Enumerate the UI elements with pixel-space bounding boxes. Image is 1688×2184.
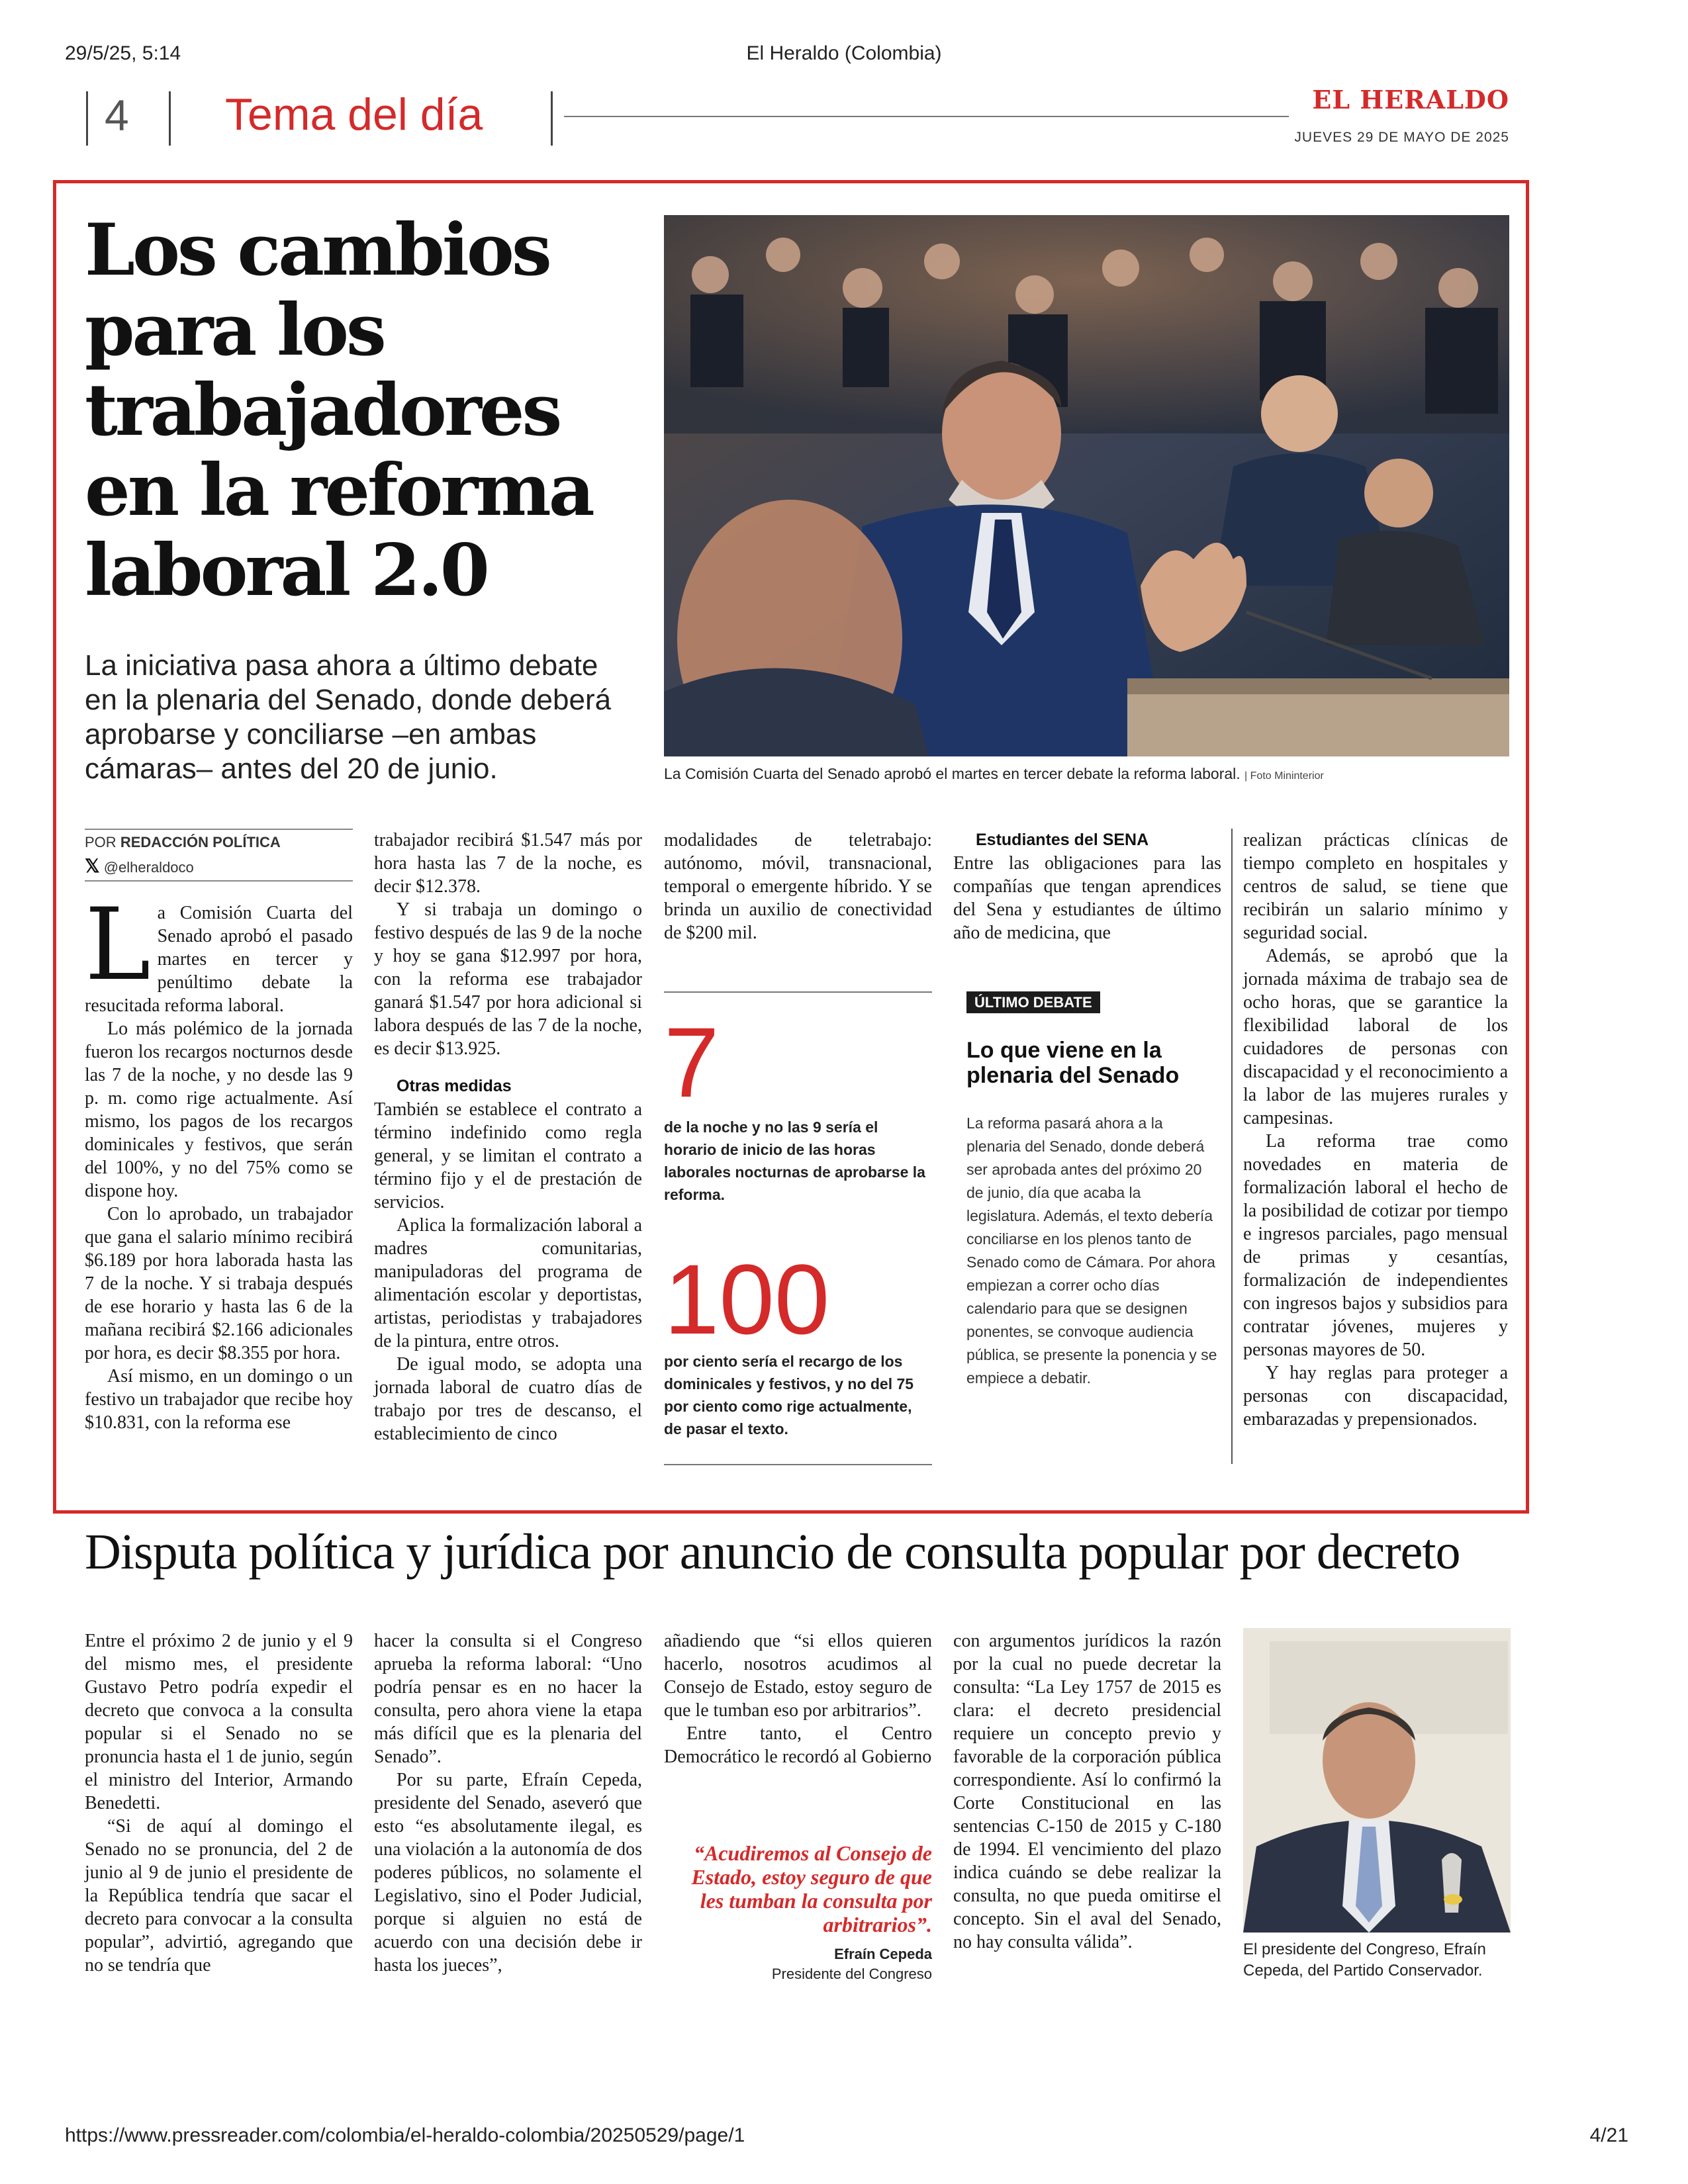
main-photo-caption: [664, 765, 1509, 783]
quote-author: Efraín Cepeda: [834, 1946, 932, 1962]
deck-line: aprobarse y conciliarse –en ambas: [85, 718, 537, 751]
byline-rule: [85, 880, 353, 882]
article-deck: [85, 649, 667, 786]
paragraph: añadiendo que “si ellos quieren hacerlo, nosotros acudimos al Consejo de Estado, estoy seguro de que le tumban eso por arbitrarios”.: [664, 1631, 932, 1721]
paragraph: trabajador recibirá $1.547 más por hora hasta las 7 de la noche, es decir $12.378.: [374, 830, 642, 897]
headline-line: laboral 2.0: [85, 529, 487, 612]
box-title: Lo que viene en la plenaria del Senado: [966, 1038, 1180, 1088]
quote-role: Presidente del Congreso: [771, 1966, 932, 1982]
byline-prefix: POR: [85, 834, 117, 850]
paragraph: realizan prácticas clínicas de tiempo completo en hospitales y centros de salud, se tiene que recibirán un salario mínimo y seguridad social.: [1243, 830, 1508, 943]
paragraph: Entre tanto, el Centro Democrático le recordó al Gobierno: [664, 1723, 932, 1767]
photo-credit: | Foto Mininterior: [1244, 770, 1324, 782]
paragraph: Y hay reglas para proteger a personas con discapacidad, embarazadas y prepensionados.: [1243, 1363, 1508, 1430]
cepeda-photo-caption: El presidente del Congreso, Efraín Cepeda, del Partido Conservador.: [1243, 1940, 1486, 1979]
byline: [85, 834, 281, 851]
headline-line: Los cambios: [85, 208, 549, 292]
x-logo-icon: 𝕏: [85, 856, 100, 876]
deck-line: en la plenaria del Senado, donde deberá: [85, 684, 612, 716]
cepeda-photo: [1243, 1628, 1511, 1933]
paragraph: Y si trabaja un domingo o festivo después de las 9 de la noche y hoy se gana $12.997 por hora, con la reforma ese trabajador ganará $1.547 por hora adicional si labora después de las 7 de la noche, es decir $13.925.: [374, 899, 642, 1059]
subhead-estudiantes-sena: Estudiantes del SENA: [976, 831, 1149, 849]
main-photo-senate-commission: [664, 215, 1509, 756]
masthead-divider: [169, 91, 171, 146]
masthead-divider: [86, 91, 88, 146]
stat-number-7: 7: [664, 1007, 720, 1118]
paragraph: Además, se aprobó que la jornada máxima de trabajo sea de ocho horas, que se garantice la flexibilidad laboral de los cuidadores de personas con discapacidad y el reconocimiento a la labor de las mujeres rurales y campesinas.: [1243, 946, 1508, 1128]
subhead-otras-medidas: Otras medidas: [397, 1077, 512, 1095]
article-column-1: [85, 887, 353, 1477]
article-column-4: [953, 829, 1221, 944]
paragraph: “Si de aquí al domingo el Senado no se pronuncia, del 2 de junio al 9 de junio el presidente de la República tendría que sacar el decreto para convocar a la consulta popular”, advirtió, agregando que no se tendría que: [85, 1816, 353, 1976]
byline-rule: [85, 829, 353, 830]
byline-author: REDACCIÓN POLÍTICA: [120, 834, 281, 850]
stat-number-100: 100: [664, 1244, 830, 1355]
paragraph: De igual modo, se adopta una jornada laboral de cuatro días de trabajo por tres de descanso, el establecimiento de cinco: [374, 1354, 642, 1444]
headline-line: en la reforma: [85, 449, 592, 532]
paragraph: a Comisión Cuarta del Senado aprobó el pasado martes en tercer y penúltimo debate la resucitada reforma laboral.: [85, 903, 353, 1016]
column-divider: [1231, 829, 1233, 1464]
article-headline: [85, 210, 667, 611]
issue-date: JUEVES 29 DE MAYO DE 2025: [1294, 130, 1509, 145]
deck-line: cámaras– antes del 20 de junio.: [85, 752, 498, 785]
headline-line: trabajadores: [85, 369, 560, 452]
stat-text-100: por ciento sería el recargo de los dominicales y festivos, y no del 75 por ciento como rige actualmente, de pasar el texto.: [664, 1353, 914, 1437]
paragraph: Aplica la formalización laboral a madres comunitarias, manipuladoras del programa de alimentación escolar y deportistas, artistas, periodistas y trabajadores de la pintura, entre otros.: [374, 1215, 642, 1351]
byline-social: [85, 855, 194, 877]
masthead-rule: [564, 116, 1289, 117]
article2-column-4: [953, 1629, 1221, 1954]
article2-column-1: [85, 1629, 353, 1977]
drop-cap: L: [85, 887, 151, 1003]
caption-text: La Comisión Cuarta del Senado aprobó el martes en tercer debate la reforma laboral.: [664, 765, 1241, 782]
pull-quote: “Acudiremos al Consejo de Estado, estoy seguro de que les tumban la consulta por arbitrarios”.: [691, 1841, 932, 1936]
article2-column-3: [664, 1629, 932, 1768]
paragraph: hacer la consulta si el Congreso aprueba la reforma laboral: “Uno podría pensar es en no hacer la consulta, pero ahora viene la etapa más difícil que es la plenaria del Senado”.: [374, 1631, 642, 1767]
newspaper-logo: EL HERALDO: [1312, 85, 1509, 114]
paragraph: Así mismo, en un domingo o un festivo un trabajador que recibe hoy $10.831, con la reforma ese: [85, 1366, 353, 1433]
stat-text-7: de la noche y no las 9 sería el horario de inicio de las horas laborales nocturnas de aprobarse la reforma.: [664, 1118, 925, 1203]
print-url: https://www.pressreader.com/colombia/el-heraldo-colombia/20250529/page/1: [65, 2124, 745, 2146]
page-number: 4: [105, 91, 129, 140]
box-text: La reforma pasará ahora a la plenaria del Senado, donde deberá ser aprobada antes del próximo 20 de junio, día que acaba la legislatura. Además, el texto debería conciliarse en los plenos tanto de Senado como de Cámara. Por ahora empiezan a correr ocho días calendario para que se designen ponentes, se convoque audiencia pública, se presente la ponencia y se empiece a debatir.: [966, 1115, 1217, 1387]
masthead-divider: [551, 91, 553, 146]
deck-line: La iniciativa pasa ahora a último debate: [85, 649, 598, 682]
article-column-5: [1243, 829, 1508, 1431]
paragraph: Lo más polémico de la jornada fueron los recargos nocturnos desde las 7 de la noche, y no desde las 9 p. m. como rige actualmente. Así mismo, los pagos de los recargos dominicales y festivos, que serán del 100%, y no del 75% como se dispone hoy.: [85, 1019, 353, 1201]
paragraph: La reforma trae como novedades en materia de formalización laboral el hecho de la posibilidad de cotizar por tiempo e ingresos parciales, pago mensual de primas y cesantías, formalización de independientes con ingresos bajos y subsidios para contratar jóvenes, mujeres y personas mayores de 50.: [1243, 1131, 1508, 1360]
section-title: Tema del día: [225, 89, 483, 140]
paragraph: con argumentos jurídicos la razón por la cual no puede decretar la consulta: “La Ley 1757 de 2015 es clara: el decreto presidencial requiere un concepto previo y favorable de la corporación pública correspondiente. Así lo confirmó la Corte Constitucional en las sentencias C-150 de 2015 y C-180 de 1994. El vencimiento del plazo indica cuándo se debe realizar la consulta, no que pueda omitirse el concepto. Sin el aval del Senado, no hay consulta válida”.: [953, 1631, 1221, 1952]
stats-rule-bottom: [664, 1464, 932, 1465]
article-column-3: [664, 829, 932, 944]
headline-line: para los: [85, 289, 384, 372]
print-datetime: 29/5/25, 5:14: [65, 42, 181, 64]
paragraph: Con lo aprobado, un trabajador que gana el salario mínimo recibirá $6.189 por hora laborada hasta las 7 de la noche. Y si trabaja después de ese horario y hasta las 6 de la mañana recibirá $2.166 adicionales por hora, es decir $8.355 por hora.: [85, 1204, 353, 1363]
twitter-handle: @elheraldoco: [103, 859, 194, 876]
paragraph: Entre las obligaciones para las compañías que tengan aprendices del Sena y estudiantes de último año de medicina, que: [953, 853, 1221, 943]
senate-photo-illustration: [664, 215, 1509, 756]
article2-column-2: [374, 1629, 642, 1977]
print-page-counter: 4/21: [1589, 2124, 1628, 2146]
article-column-2: [374, 829, 642, 1477]
paragraph: Por su parte, Efraín Cepeda, presidente del Senado, aseveró que esto “es absolutamente ilegal, es una violación a la autonomía de dos poderes públicos, no solamente el Legislativo, sino el Poder Judicial, porque si alguien no está de acuerdo con una decisión debe ir hasta los jueces”,: [374, 1770, 642, 1976]
paragraph: También se establece el contrato a término indefinido como regla general, y se limitan el contrato a término fijo y el de prestación de servicios.: [374, 1099, 642, 1212]
print-page-title: El Heraldo (Colombia): [746, 42, 942, 64]
portrait-illustration: [1243, 1628, 1511, 1933]
paragraph: Entre el próximo 2 de junio y el 9 del mismo mes, el presidente Gustavo Petro podría expedir el decreto que convoca a la consulta popular si el Senado no se pronuncia hasta el 1 de junio, según el ministro del Interior, Armando Benedetti.: [85, 1631, 353, 1813]
box-badge: [966, 994, 1100, 1011]
badge-label: ÚLTIMO DEBATE: [966, 991, 1100, 1013]
stats-rule-top: [664, 991, 932, 993]
paragraph: modalidades de teletrabajo: autónomo, móvil, transnacional, temporal o emergente híbrido. Y se brinda un auxilio de conectividad de $200 mil.: [664, 830, 932, 943]
article2-headline: Disputa política y jurídica por anuncio de consulta popular por decreto: [85, 1524, 1460, 1580]
